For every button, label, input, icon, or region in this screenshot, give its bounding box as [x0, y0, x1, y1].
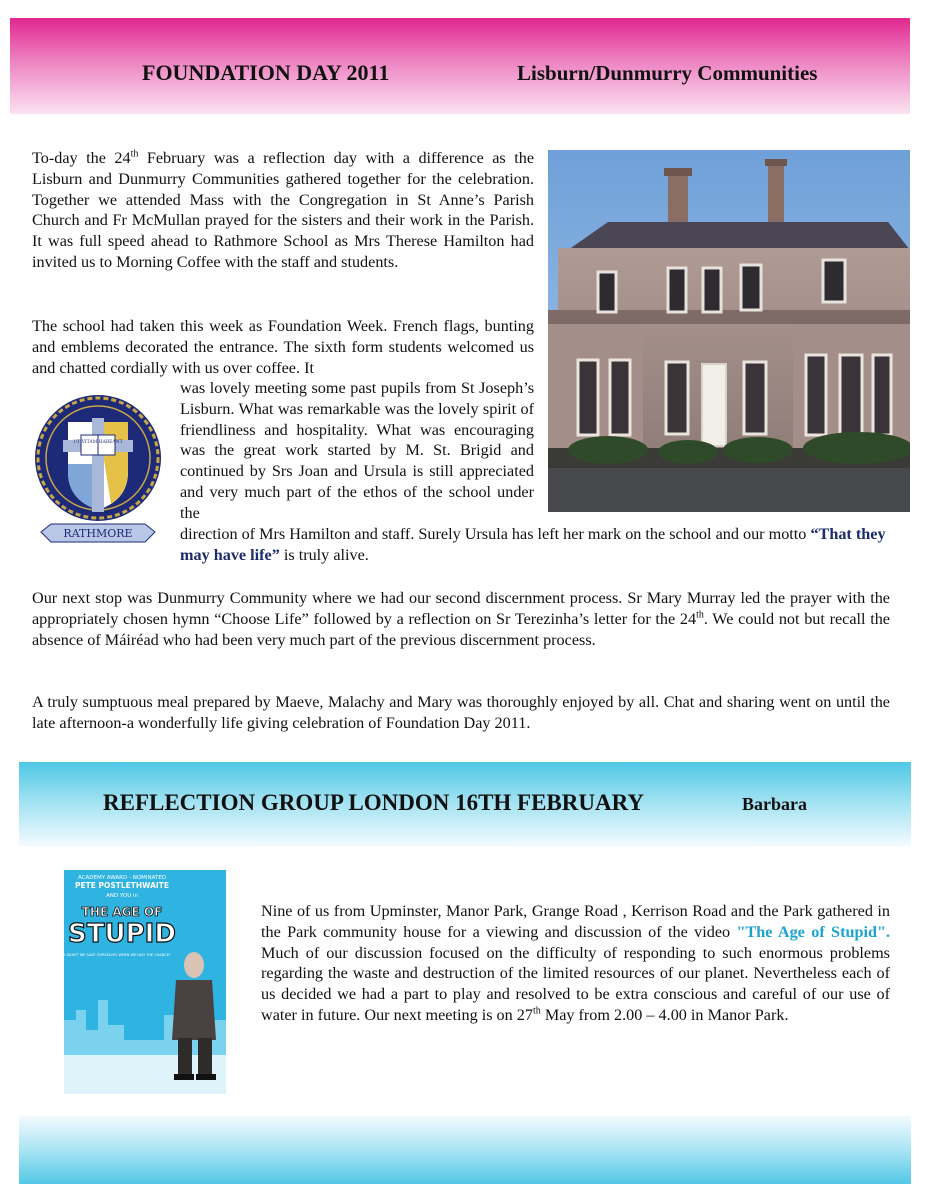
motto-text: “That they may have life” [180, 525, 886, 564]
paragraph-foundation-week-end: direction of Mrs Hamilton and staff. Surely Ursula has left her mark on the school and our motto “That they may have life” is truly alive. [180, 525, 886, 564]
paragraph-meal: A truly sumptuous meal prepared by Maeve, Malachy and Mary was thoroughly enjoyed by all. Chat and sharing went on until the late afternoon-a wonderfully life giving celebration of Foundation Day 2011. [32, 693, 890, 732]
paragraph-intro: To-day the 24th February was a reflection day with a difference as the Lisburn and Dunmurry Communities gathered together for the celebration. Together we attended Mass with the Congregation in St Anne’s Parish Church and Fr McMullan prayed for the sisters and their work in the Parish. It was full speed ahead to Rathmore School as Mrs Therese Hamilton had invited us to Morning Coffee with the staff and students. [32, 148, 535, 271]
section-title: REFLECTION GROUP LONDON 16TH FEBRUARY [103, 790, 645, 815]
poster-top3: AND YOU in [105, 893, 139, 899]
section-author: Barbara [742, 794, 807, 814]
poster-top2: PETE POSTLETHWAITE [75, 881, 169, 890]
rathmore-house-photo [548, 150, 910, 512]
section-title: FOUNDATION DAY 2011 [142, 60, 390, 85]
paragraph-reflection-group: Nine of us from Upminster, Manor Park, Grange Road , Kerrison Road and the Park gathered in the Park community house for a viewing and discussion of the video "The Age of Stupid". Much of our discussion focused on the difficulty of responding to such enormous problems regarding the waste and destruction of the limited resources of our planet. Nevertheless each of us decided we had a part to play and resolved to be extra conscious and careful of our use of water in future. Our next meeting is on 27th May from 2.00 – 4.00 in Manor Park. [261, 902, 890, 1024]
section-subtitle: Lisburn/Dunmurry Communities [517, 61, 818, 85]
film-title: "The Age of Stupid". [736, 922, 890, 941]
paragraph-foundation-week-cont: was lovely meeting some past pupils from St Joseph’s Lisburn. What was remarkable was the lovely spirit of friendliness and hospitality. What was encouraging was the great work started by M. St. Brigid and continued by Srs Joan and Ursula is still appreciated and very much part of the ethos of the school under the [180, 379, 534, 522]
poster-line2: STUPID [68, 919, 176, 949]
crest-ribbon-text: RATHMORE [63, 527, 133, 540]
age-of-stupid-poster [64, 870, 226, 1094]
reflection-group-banner [19, 762, 911, 846]
poster-top1: ACADEMY AWARD - NOMINATED [77, 875, 167, 881]
foundation-day-banner [10, 18, 910, 114]
poster-tag: WHY DIDN'T WE SAVE OURSELVES WHEN WE HAD THE CHANCE? [64, 953, 171, 957]
poster-line1: THE AGE OF [81, 905, 163, 919]
rathmore-crest-icon [33, 392, 163, 560]
paragraph-foundation-week: The school had taken this week as Foundation Week. French flags, bunting and emblems decorated the entrance. The sixth form students welcomed us and chatted cordially with us over coffee. It [32, 317, 534, 377]
crest-motto: UT VITAM HABEANT [73, 440, 123, 445]
paragraph-dunmurry: Our next stop was Dunmurry Community where we had our second discernment process. Sr Mary Murray led the prayer with the appropriately chosen hymn “Choose Life” followed by a reflection on Sr Terezinha’s letter for the 24th. We could not but recall the absence of Máiréad who had been very much part of the previous discernment process. [32, 589, 890, 649]
footer-banner [19, 1116, 911, 1184]
